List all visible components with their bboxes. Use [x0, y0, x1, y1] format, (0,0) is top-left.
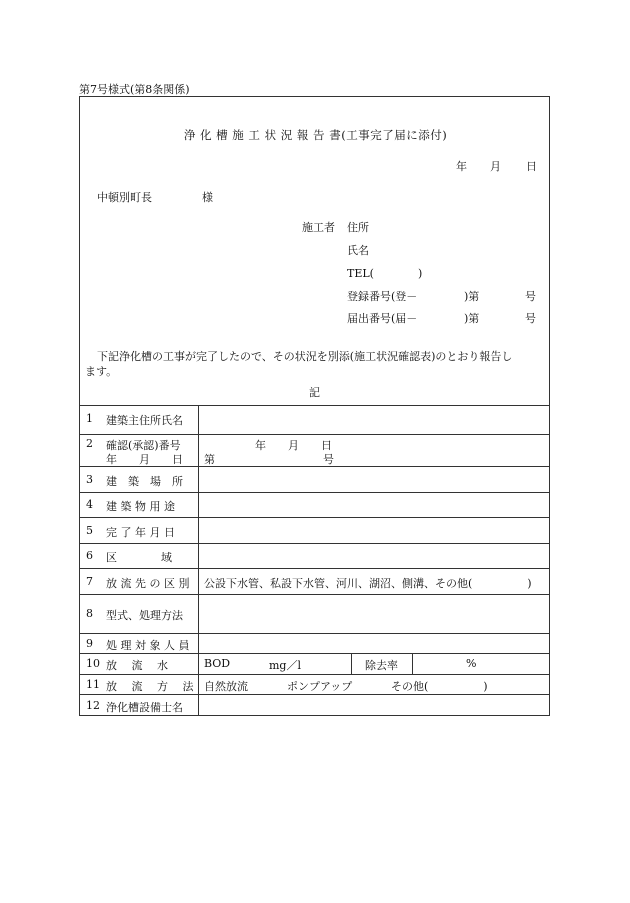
registration-number-end: 号	[525, 290, 536, 303]
row-label-confirmation-number: 確認(承認)番号	[106, 439, 181, 452]
body-text-line2: ます。	[85, 365, 118, 378]
row-number: 8	[86, 607, 93, 620]
confirmation-number-prefix: 第	[204, 453, 215, 466]
row-number: 3	[86, 473, 93, 486]
row-number: 7	[86, 575, 93, 588]
row-divider	[80, 434, 549, 435]
row-divider	[80, 694, 549, 695]
ki-heading: 記	[309, 386, 320, 399]
column-divider	[412, 653, 413, 674]
date-year: 年	[456, 160, 467, 173]
column-divider	[351, 653, 352, 674]
row-label-building-use: 建 築 物 用 途	[106, 500, 175, 513]
row-label-effluent: 放 流 水	[106, 659, 168, 672]
form-title: 浄 化 槽 施 工 状 況 報 告 書(工事完了届に添付)	[183, 128, 448, 142]
row-label-completion-date: 完 了 年 月 日	[106, 526, 175, 539]
row-divider	[80, 674, 549, 675]
row-divider	[80, 568, 549, 569]
row-number: 9	[86, 637, 93, 650]
notification-number-end: 号	[525, 312, 536, 325]
addressee: 中頓別町長	[97, 191, 152, 204]
row-number: 5	[86, 524, 93, 537]
row-label-owner: 建築主住所氏名	[106, 414, 183, 427]
addressee-suffix: 様	[202, 191, 213, 204]
confirmation-date-value: 年 月 日	[255, 439, 332, 452]
row-number: 12	[86, 699, 100, 712]
tel-label: TEL( )	[347, 267, 423, 280]
row-divider	[80, 633, 549, 634]
contractor-label: 施工者	[302, 221, 335, 234]
bod-unit: mg／l	[269, 659, 301, 672]
row-number: 1	[86, 412, 93, 425]
row-number: 2	[86, 437, 93, 450]
discharge-option-natural: 自然放流	[204, 680, 248, 693]
notification-number-mid: )第	[464, 312, 480, 325]
row-label-model-method: 型式、処理方法	[106, 609, 183, 622]
row-divider	[80, 543, 549, 544]
report-form	[79, 96, 550, 716]
registration-number-label: 登録番号(登－	[347, 290, 418, 303]
row-number: 6	[86, 549, 93, 562]
row-number: 4	[86, 498, 93, 511]
row-label-confirmation-date: 年 月 日	[106, 453, 183, 466]
discharge-option-pump: ポンプアップ	[287, 680, 353, 693]
row-label-building-site: 建 築 場 所	[106, 475, 183, 488]
row-label-installer-name: 浄化槽設備士名	[106, 701, 183, 714]
discharge-destination-options: 公設下水管、私設下水管、河川、湖沼、側溝、その他( )	[204, 577, 532, 590]
row-divider	[80, 492, 549, 493]
name-label: 氏名	[347, 244, 369, 257]
row-label-discharge-destination: 放 流 先 の 区 別	[106, 577, 190, 590]
form-number-label: 第7号様式(第8条関係)	[79, 83, 190, 96]
row-label-target-persons: 処 理 対 象 人 員	[106, 639, 190, 652]
column-divider	[198, 405, 199, 716]
row-divider	[80, 517, 549, 518]
confirmation-number-suffix: 号	[323, 453, 334, 466]
row-label-discharge-method: 放 流 方 法	[106, 680, 194, 693]
bod-label: BOD	[204, 657, 231, 670]
row-divider	[80, 594, 549, 595]
table-top-border	[80, 405, 549, 406]
row-label-area: 区 域	[106, 551, 172, 564]
removal-rate-percent: %	[466, 657, 477, 670]
row-number: 11	[86, 678, 100, 691]
address-label: 住所	[347, 221, 369, 234]
notification-number-label: 届出番号(届－	[347, 312, 418, 325]
body-text-line1: 下記浄化槽の工事が完了したので、その状況を別添(施工状況確認表)のとおり報告し	[97, 350, 513, 363]
date-day: 日	[526, 160, 537, 173]
registration-number-mid: )第	[464, 290, 480, 303]
row-number: 10	[86, 657, 100, 670]
removal-rate-label: 除去率	[365, 659, 398, 672]
row-divider	[80, 653, 549, 654]
discharge-option-other: その他( )	[391, 680, 488, 693]
date-month: 月	[490, 160, 501, 173]
